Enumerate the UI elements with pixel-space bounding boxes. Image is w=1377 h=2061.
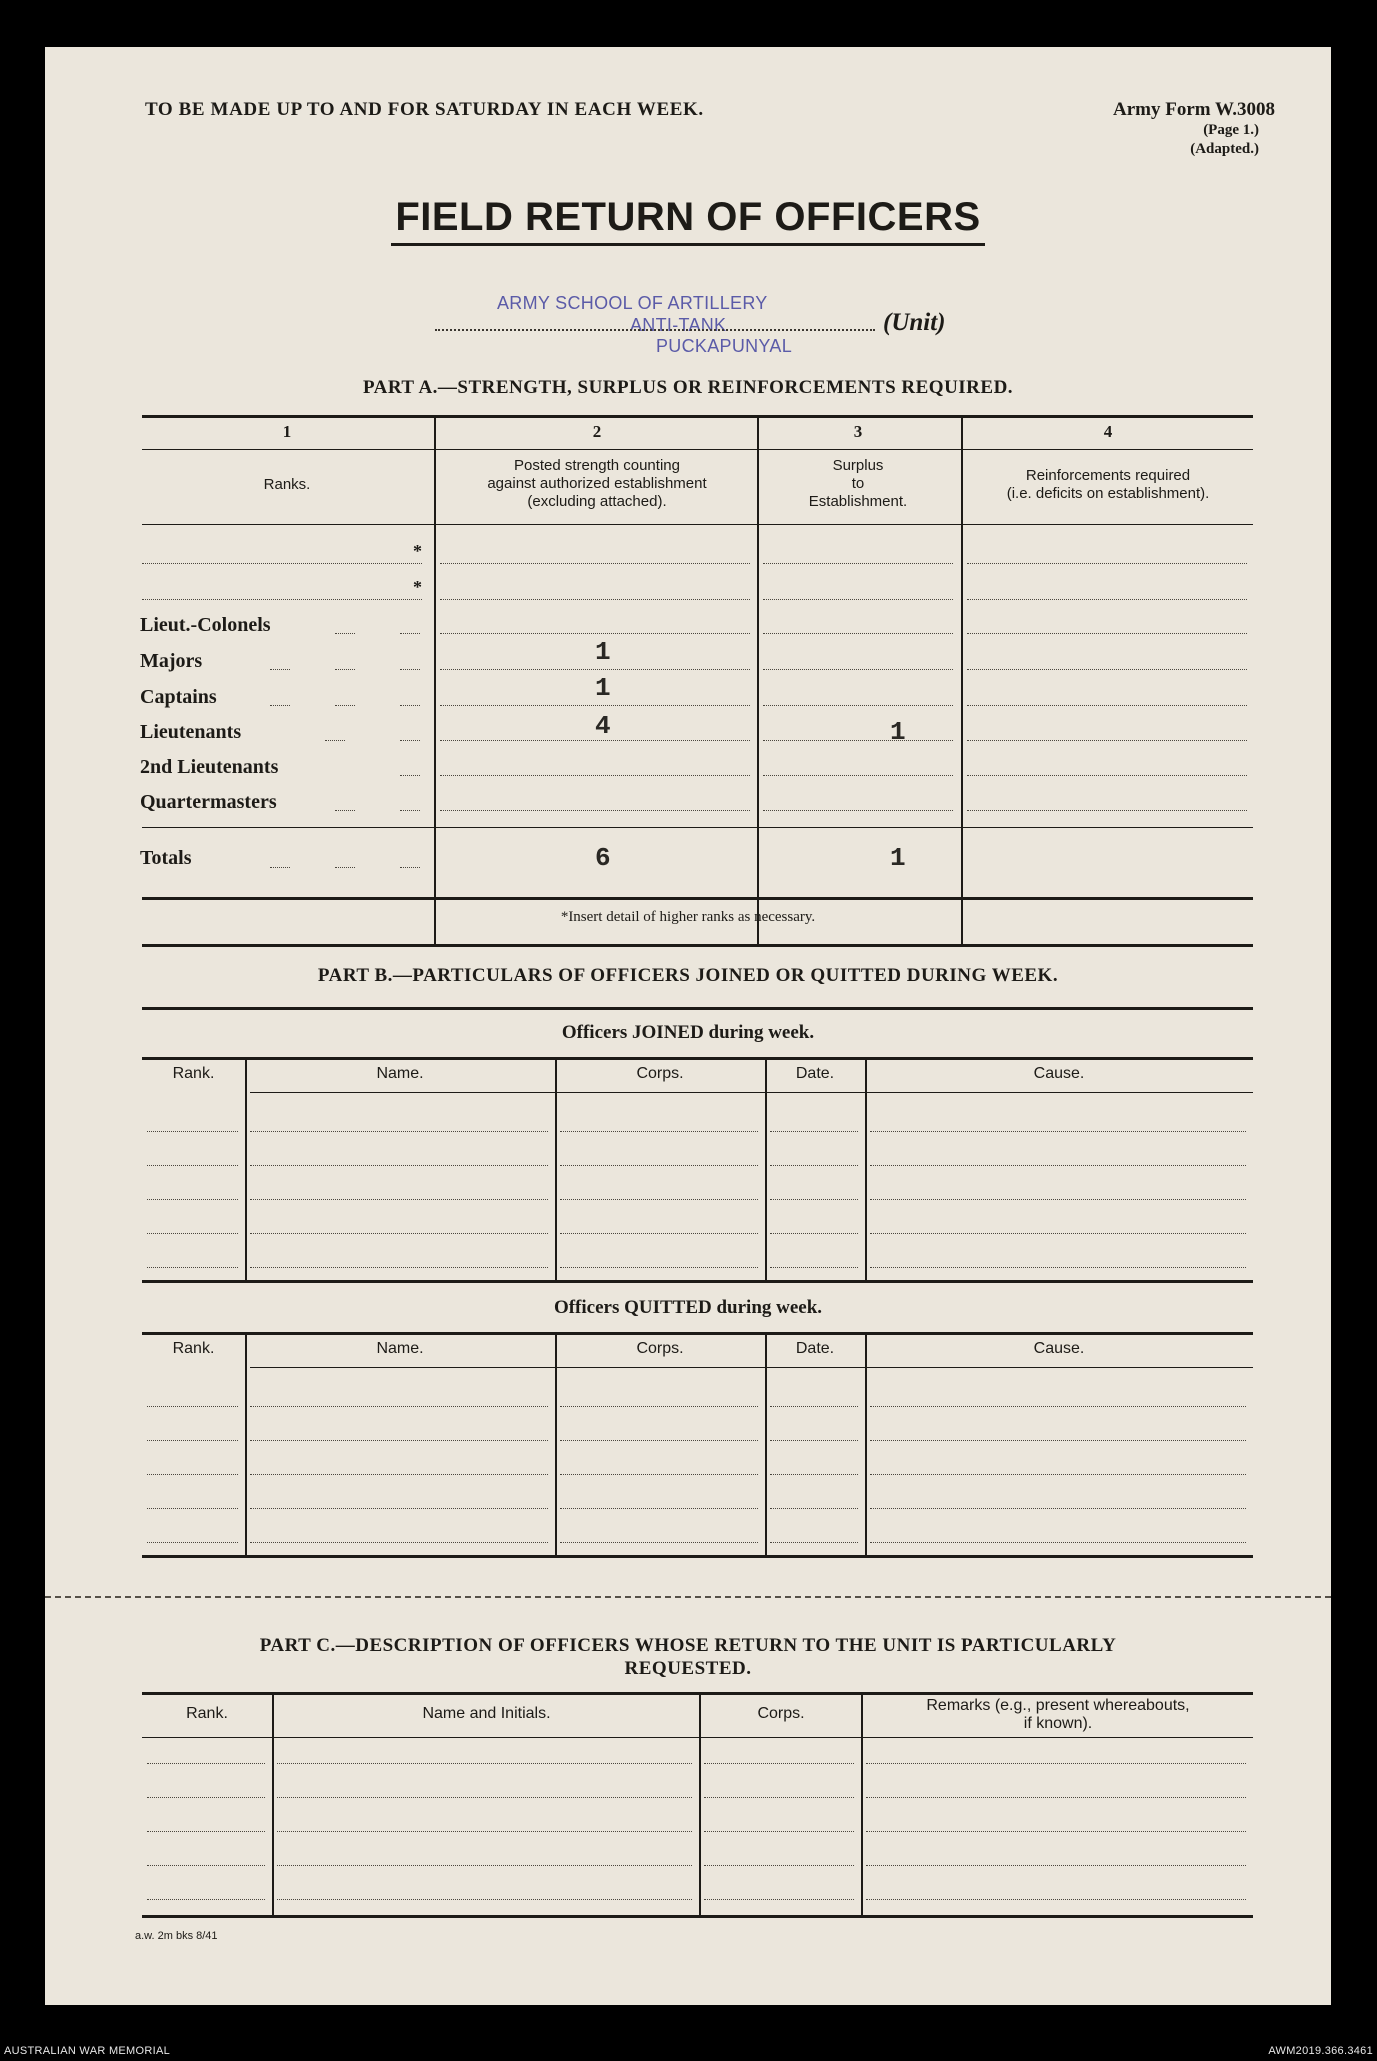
- archive-reference: AWM2019.366.3461: [1268, 2045, 1373, 2057]
- entry-line: [560, 1267, 758, 1268]
- part-a-cell-line: [967, 633, 1247, 634]
- col-header-strength: Posted strength counting against authorized establishment (excluding attached).: [487, 457, 707, 510]
- part-a-cell-line: [440, 810, 750, 811]
- col-number-rule: [142, 449, 1253, 450]
- entry-line: [870, 1165, 1246, 1166]
- column-header-date: Date.: [795, 1065, 835, 1082]
- entry-line: [704, 1831, 854, 1832]
- entry-line: [277, 1899, 692, 1900]
- entry-line: [870, 1440, 1246, 1441]
- column-divider: [765, 1334, 767, 1557]
- totals-strength: 6: [595, 843, 611, 873]
- part-a-cell-line: [763, 633, 953, 634]
- part-b-top-rule: [142, 1007, 1253, 1010]
- entry-line: [250, 1474, 548, 1475]
- part-c-top-rule: [142, 1692, 1253, 1695]
- surplus-lieutenants: 1: [890, 717, 906, 747]
- entry-line: [866, 1797, 1246, 1798]
- column-header-corps: Corps.: [636, 1065, 684, 1082]
- part-b-heading: PART B.—PARTICULARS OF OFFICERS JOINED OR QUITTED DURING WEEK.: [317, 965, 1059, 986]
- entry-line: [147, 1797, 265, 1798]
- column-divider: [555, 1334, 557, 1557]
- column-header-corps: Corps.: [636, 1340, 684, 1357]
- entry-line: [560, 1474, 758, 1475]
- column-divider: [245, 1334, 247, 1557]
- star-row-2-mark: *: [413, 577, 422, 597]
- column-divider: [699, 1692, 701, 1917]
- strength-lieutenants: 4: [595, 711, 611, 741]
- col-header-ranks: Ranks.: [263, 476, 311, 493]
- entry-line: [560, 1131, 758, 1132]
- perforation-line: [45, 1596, 1331, 1598]
- unit-stamp-line1: ARMY SCHOOL OF ARTILLERY: [497, 293, 768, 313]
- entry-line: [250, 1165, 548, 1166]
- column-divider: [765, 1059, 767, 1282]
- unit-stamp-line2: ANTI-TANK: [630, 315, 727, 335]
- entry-line: [147, 1267, 238, 1268]
- entry-line: [870, 1406, 1246, 1407]
- form-adapted-note: (Adapted.): [1190, 141, 1259, 157]
- totals-leader: [270, 867, 290, 868]
- rank-leader: [400, 633, 420, 634]
- unit-stamp-line3: PUCKAPUNYAL: [656, 336, 793, 356]
- column-divider: [865, 1059, 867, 1282]
- column-header-cause: Cause.: [1033, 1340, 1085, 1357]
- part-a-heading: PART A.—STRENGTH, SURPLUS OR REINFORCEMENTS REQUIRED.: [362, 377, 1014, 398]
- part-c-bottom-rule: [142, 1915, 1253, 1918]
- star-row-2-line: [142, 599, 422, 600]
- rank-2nd-lieutenants: 2nd Lieutenants: [140, 756, 279, 778]
- column-header-rule: [142, 1737, 1253, 1738]
- column-header-name: Name.: [376, 1340, 424, 1357]
- part-a-cell-line: [440, 669, 750, 670]
- part-a-top-rule: [142, 415, 1253, 418]
- form-page-number: (Page 1.): [1203, 122, 1259, 138]
- part-a-cell-line: [763, 669, 953, 670]
- entry-line: [866, 1899, 1246, 1900]
- entry-line: [704, 1763, 854, 1764]
- archive-credit: AUSTRALIAN WAR MEMORIAL: [4, 2045, 171, 2057]
- part-a-cell-line: [763, 705, 953, 706]
- column-divider: [555, 1059, 557, 1282]
- entry-line: [277, 1865, 692, 1866]
- rank-majors: Majors: [140, 650, 203, 672]
- entry-line: [250, 1131, 548, 1132]
- form-identifier: [1113, 99, 1275, 159]
- column-header-name: Name.: [376, 1065, 424, 1082]
- strength-majors: 1: [595, 637, 611, 667]
- entry-line: [870, 1199, 1246, 1200]
- rank-leader: [270, 705, 290, 706]
- rank-leader: [400, 810, 420, 811]
- entry-line: [560, 1165, 758, 1166]
- totals-surplus: 1: [890, 843, 906, 873]
- entry-line: [770, 1474, 858, 1475]
- part-a-cell-line: [763, 810, 953, 811]
- strength-captains: 1: [595, 673, 611, 703]
- entry-line: [560, 1199, 758, 1200]
- column-header-rule: [250, 1367, 1253, 1368]
- entry-line: [560, 1406, 758, 1407]
- rank-leader: [335, 810, 355, 811]
- entry-line: [147, 1865, 265, 1866]
- part-c-col-name: Name and Initials.: [422, 1705, 551, 1722]
- part-a-cell-line: [967, 705, 1247, 706]
- part-a-footnote: *Insert detail of higher ranks as necessary.: [560, 909, 816, 925]
- part-a-cell-line: [967, 740, 1247, 741]
- column-divider: [272, 1692, 274, 1917]
- rank-lieutenants: Lieutenants: [140, 721, 242, 743]
- joined-bottom-rule: [142, 1280, 1253, 1283]
- unit-dotted-line: [435, 329, 875, 331]
- column-divider: [245, 1059, 247, 1282]
- entry-line: [560, 1508, 758, 1509]
- entry-line: [770, 1199, 858, 1200]
- part-a-cell-line: [440, 633, 750, 634]
- col-header-rule: [142, 524, 1253, 525]
- entry-line: [277, 1831, 692, 1832]
- entry-line: [870, 1542, 1246, 1543]
- part-a-cell-line: [440, 705, 750, 706]
- entry-line: [870, 1508, 1246, 1509]
- part-a-bottom-rule: [142, 897, 1253, 900]
- rank-leader: [335, 669, 355, 670]
- joined-heading: Officers JOINED during week.: [561, 1022, 815, 1043]
- col-number-3: 3: [853, 422, 863, 441]
- column-header-rank: Rank.: [172, 1065, 215, 1082]
- part-c-col-corps: Corps.: [757, 1705, 805, 1722]
- unit-label: (Unit): [883, 309, 946, 336]
- column-header-rank: Rank.: [172, 1340, 215, 1357]
- quitted-header-rule: [142, 1332, 1253, 1335]
- entry-line: [770, 1440, 858, 1441]
- form-page: [45, 47, 1331, 2005]
- part-a-cell-line: [440, 563, 750, 564]
- col-number-1: 1: [282, 422, 292, 441]
- part-a-cell-line: [967, 775, 1247, 776]
- rank-leader: [270, 669, 290, 670]
- part-c-col-rank: Rank.: [186, 1705, 228, 1722]
- part-a-cell-line: [440, 775, 750, 776]
- entry-line: [770, 1267, 858, 1268]
- totals-leader: [335, 867, 355, 868]
- entry-line: [147, 1831, 265, 1832]
- part-a-divider-3: [961, 415, 963, 946]
- entry-line: [250, 1267, 548, 1268]
- entry-line: [770, 1131, 858, 1132]
- rank-quartermasters: Quartermasters: [140, 791, 277, 813]
- col-number-2: 2: [592, 422, 602, 441]
- entry-line: [250, 1199, 548, 1200]
- entry-line: [770, 1542, 858, 1543]
- entry-line: [866, 1865, 1246, 1866]
- rank-captains: Captains: [140, 686, 217, 708]
- entry-line: [866, 1763, 1246, 1764]
- rank-leader: [400, 705, 420, 706]
- part-c-col-remarks: Remarks (e.g., present whereabouts, if known).: [926, 1697, 1190, 1732]
- totals-leader: [400, 867, 420, 868]
- col-number-4: 4: [1103, 422, 1113, 441]
- entry-line: [147, 1440, 238, 1441]
- rank-leader: [400, 740, 420, 741]
- entry-line: [147, 1199, 238, 1200]
- rank-leader: [335, 705, 355, 706]
- entry-line: [560, 1440, 758, 1441]
- part-a-cell-line: [967, 810, 1247, 811]
- entry-line: [277, 1763, 692, 1764]
- quitted-bottom-rule: [142, 1555, 1253, 1558]
- entry-line: [147, 1406, 238, 1407]
- print-code: a.w. 2m bks 8/41: [135, 1930, 218, 1942]
- quitted-heading: Officers QUITTED during week.: [553, 1297, 823, 1318]
- entry-line: [704, 1899, 854, 1900]
- totals-label: Totals: [140, 847, 192, 869]
- part-a-cell-line: [967, 563, 1247, 564]
- part-a-cell-line: [763, 563, 953, 564]
- entry-line: [250, 1406, 548, 1407]
- entry-line: [250, 1233, 548, 1234]
- entry-line: [704, 1797, 854, 1798]
- entry-line: [250, 1508, 548, 1509]
- entry-line: [704, 1865, 854, 1866]
- entry-line: [147, 1542, 238, 1543]
- rank-leader: [325, 740, 345, 741]
- column-header-rule: [250, 1092, 1253, 1093]
- entry-line: [770, 1165, 858, 1166]
- entry-line: [870, 1131, 1246, 1132]
- part-a-footnote-rule: [142, 944, 1253, 947]
- form-title: FIELD RETURN OF OFFICERS: [45, 195, 1331, 240]
- rank-lieut-colonels: Lieut.-Colonels: [140, 614, 271, 636]
- part-a-divider-1: [434, 415, 436, 946]
- entry-line: [147, 1474, 238, 1475]
- part-a-cell-line: [967, 599, 1247, 600]
- entry-line: [560, 1542, 758, 1543]
- entry-line: [147, 1508, 238, 1509]
- part-c-heading: PART C.—DESCRIPTION OF OFFICERS WHOSE RETURN TO THE UNIT IS PARTICULARLY REQUESTED.: [259, 1635, 1117, 1679]
- column-divider: [861, 1692, 863, 1917]
- col-header-reinforcements: Reinforcements required (i.e. deficits on establishment).: [1006, 467, 1210, 502]
- column-divider: [865, 1334, 867, 1557]
- rank-leader: [400, 669, 420, 670]
- entry-line: [870, 1267, 1246, 1268]
- entry-line: [870, 1474, 1246, 1475]
- entry-line: [770, 1233, 858, 1234]
- entry-line: [770, 1508, 858, 1509]
- entry-line: [866, 1831, 1246, 1832]
- entry-line: [250, 1440, 548, 1441]
- totals-top-rule: [142, 827, 1253, 828]
- column-header-date: Date.: [795, 1340, 835, 1357]
- part-a-divider-2: [757, 415, 759, 946]
- rank-leader: [335, 633, 355, 634]
- part-a-cell-line: [763, 740, 953, 741]
- part-a-cell-line: [763, 599, 953, 600]
- entry-line: [147, 1165, 238, 1166]
- rank-leader: [400, 775, 420, 776]
- star-row-1-mark: *: [413, 541, 422, 561]
- joined-header-rule: [142, 1057, 1253, 1060]
- entry-line: [147, 1899, 265, 1900]
- entry-line: [147, 1131, 238, 1132]
- part-a-cell-line: [763, 775, 953, 776]
- form-id: Army Form W.3008: [1112, 99, 1275, 120]
- star-row-1-line: [142, 563, 422, 564]
- entry-line: [870, 1233, 1246, 1234]
- part-a-cell-line: [440, 599, 750, 600]
- col-header-surplus: Surplus to Establishment.: [808, 457, 908, 510]
- column-header-cause: Cause.: [1033, 1065, 1085, 1082]
- part-a-cell-line: [967, 669, 1247, 670]
- instruction-text: TO BE MADE UP TO AND FOR SATURDAY IN EACH WEEK.: [145, 99, 704, 120]
- entry-line: [147, 1763, 265, 1764]
- entry-line: [277, 1797, 692, 1798]
- entry-line: [560, 1233, 758, 1234]
- entry-line: [250, 1542, 548, 1543]
- entry-line: [770, 1406, 858, 1407]
- entry-line: [147, 1233, 238, 1234]
